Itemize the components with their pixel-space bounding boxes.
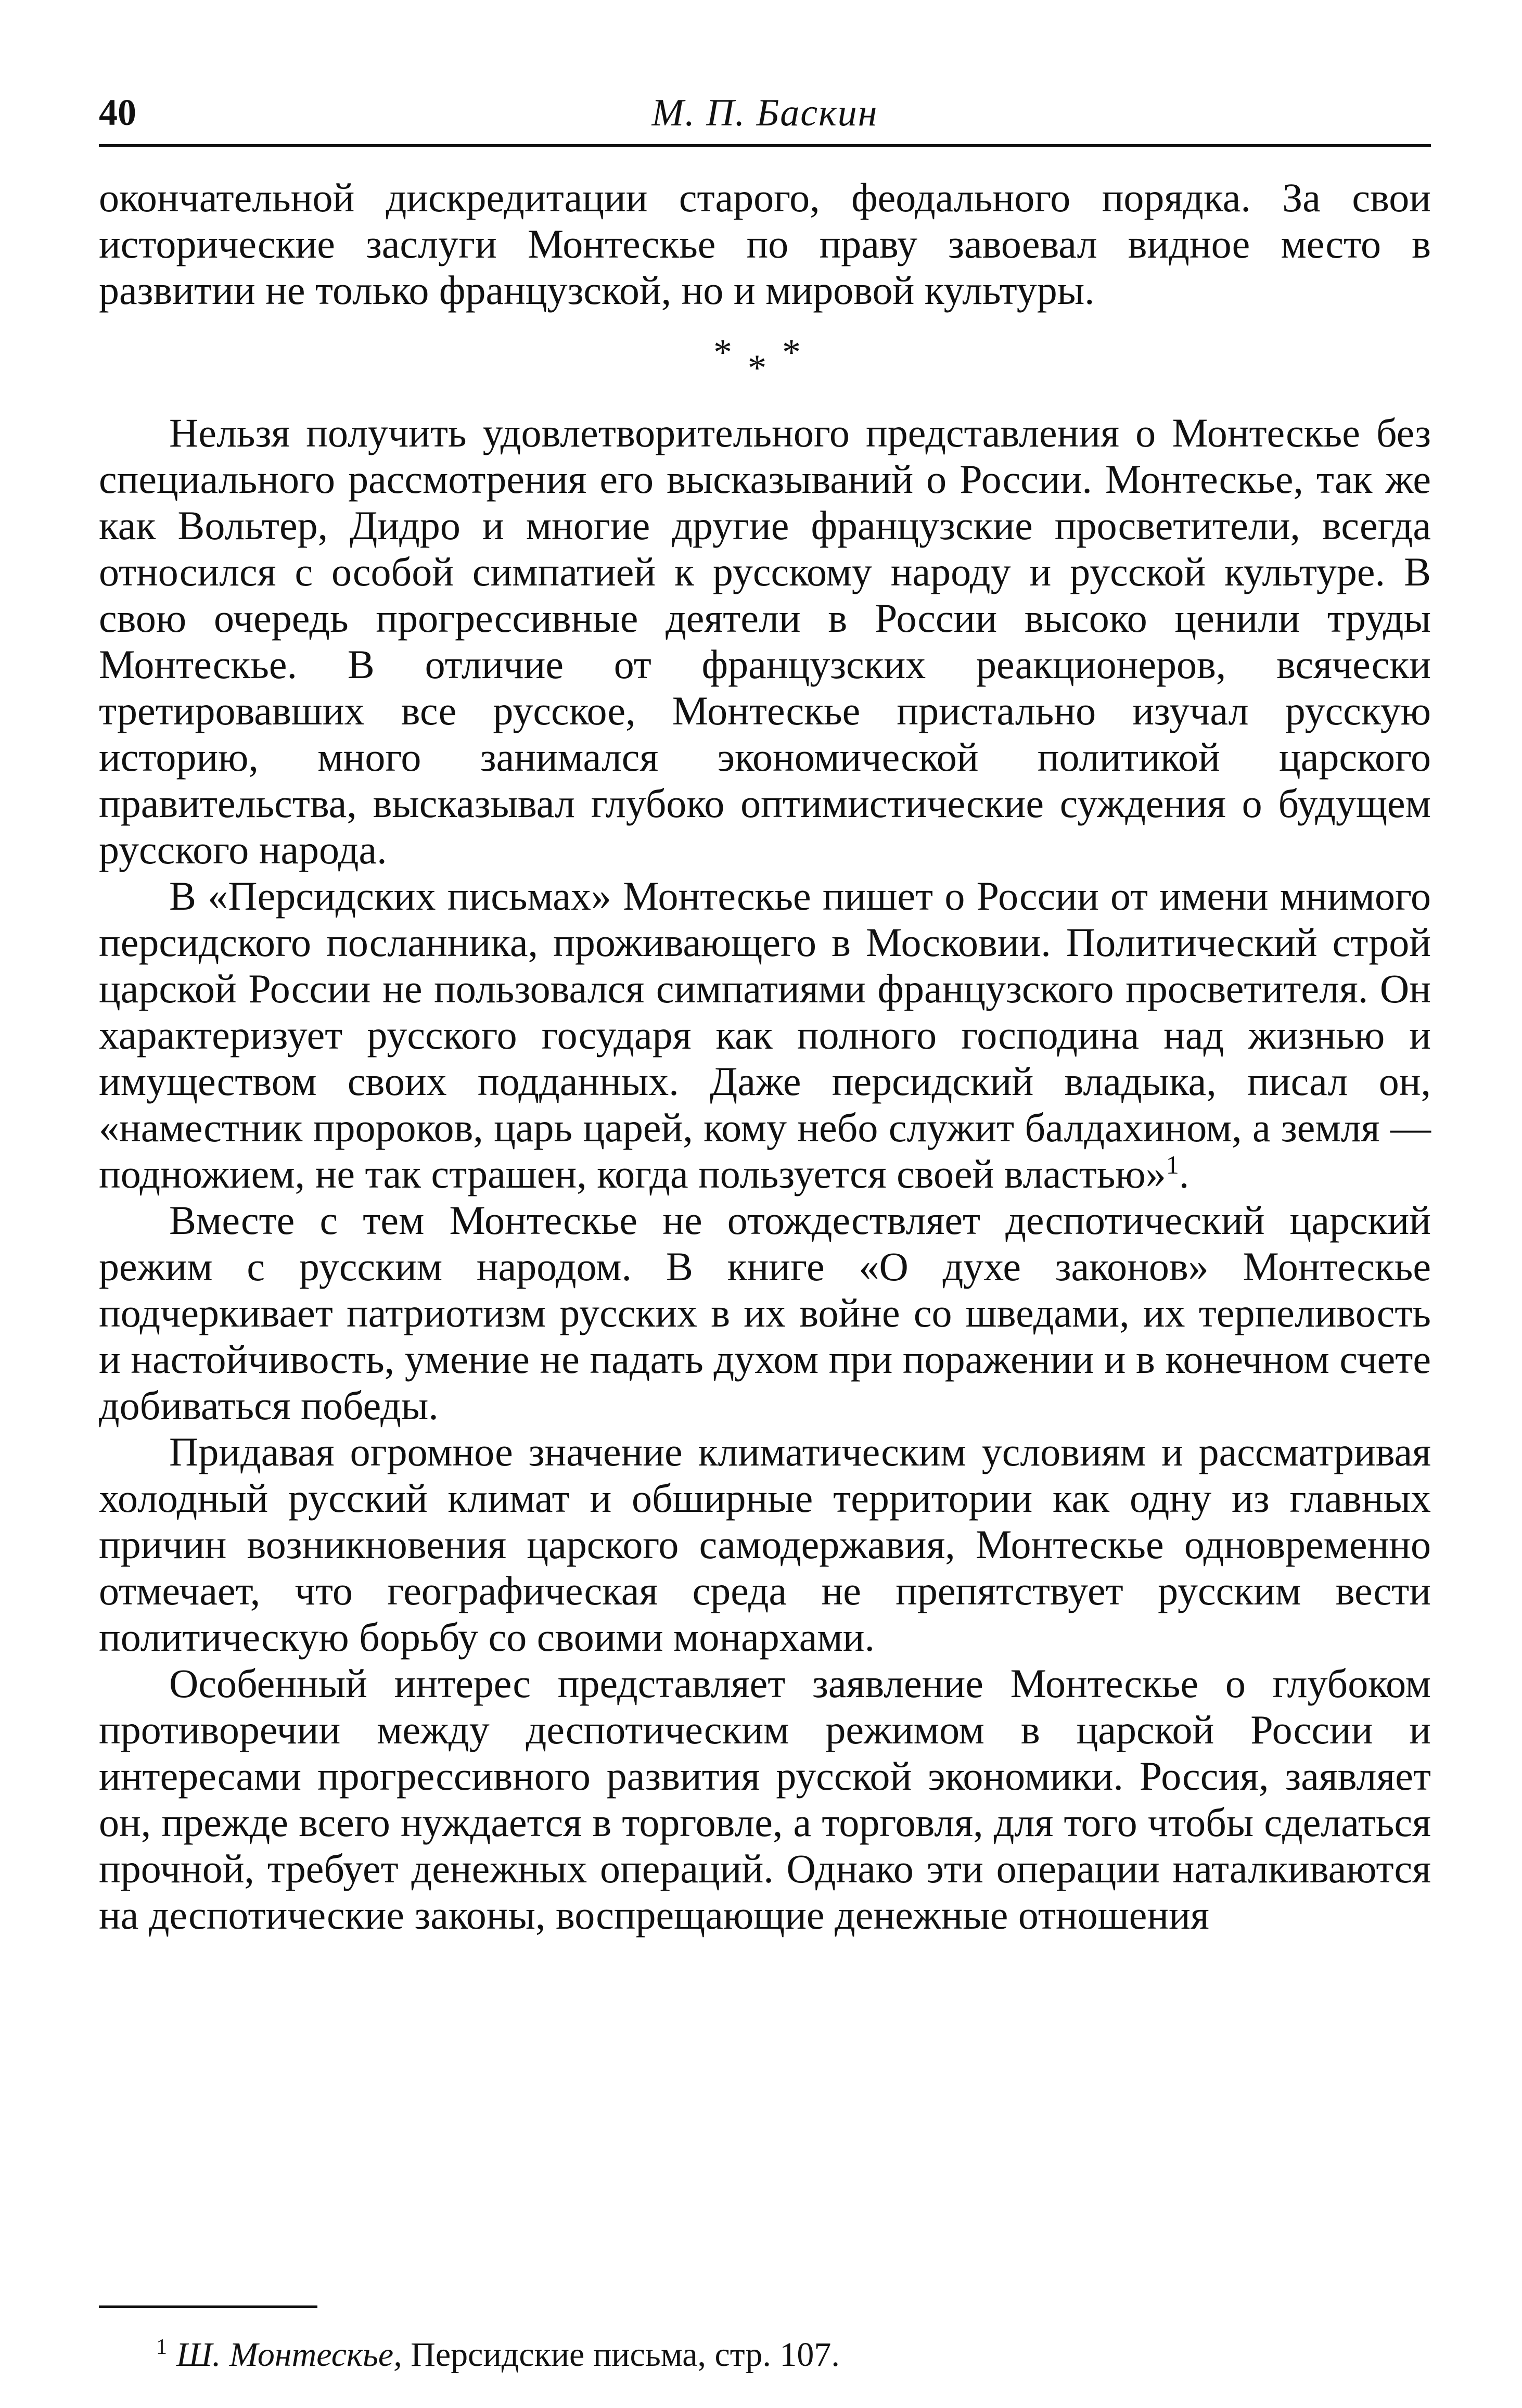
body-text — [99, 174, 1431, 1938]
page-number: 40 — [99, 92, 136, 133]
paragraph-persian-letters — [99, 873, 1431, 1197]
paragraph-climate: Придавая огромное значение климатическим условиям и рассматривая холодный русский климат и обширные территории как одну из главных причин возникновения царского самодержавия, Монтескье одновременно отмечает, что географическая среда не препятствует русским вести политическую борьбу со своими монархами. — [99, 1429, 1431, 1660]
paragraph-persian-letters-end: . — [1179, 1151, 1190, 1196]
asterism-mid: * — [748, 347, 782, 389]
paragraph-russia-intro: Нельзя получить удовлетворительного представления о Монтескье без специального рассмотрения его высказываний о России. Монтескье, так же как Вольтер, Дидро и многие другие французские просветители, всегда относился с особой симпатией к русскому народу и русской культуре. В свою очередь прогрессивные деятели в России высоко ценили труды Монтескье. В отличие от французских реакционеров, всячески третировавших все русское, Монтескье пристально изучал русскую историю, много занимался экономической политикой царского правительства, высказывал глубоко оптимистические суждения о будущем русского народа. — [99, 410, 1431, 872]
footnote-reference: 1 — [1166, 1150, 1179, 1179]
footnote-text: Персидские письма, стр. 107. — [411, 2336, 840, 2374]
header-rule — [99, 144, 1431, 147]
section-asterism — [99, 324, 1431, 394]
footnote-author: Ш. Монтескье, — [176, 2336, 402, 2374]
asterism-left: * — [713, 332, 748, 373]
running-title: М. П. Баскин — [651, 92, 878, 134]
footnote-mark: 1 — [156, 2335, 167, 2359]
page-header — [99, 86, 1431, 143]
footnote-rule — [99, 2305, 317, 2308]
paragraph-continued: окончательной дискредитации старого, феодального порядка. За свои исторические заслуги Монтескье по праву завоевал видное место в развитии не только французской, но и мировой культуры. — [99, 175, 1431, 313]
book-page — [99, 86, 1431, 2374]
paragraph-spirit-of-laws: Вместе с тем Монтескье не отождествляет деспотический царский режим с русским народом. В книге «О духе законов» Монтескье подчеркивает патриотизм русских в их войне со шведами, их терпеливость и настойчивость, умение не падать духом при поражении и в конечном счете добиваться победы. — [99, 1197, 1431, 1428]
asterism-right: * — [782, 332, 816, 373]
paragraph-persian-letters-text: В «Персидских письмах» Монтескье пишет о России от имени мнимого персидского посланника, проживающего в Московии. Политический строй царской России не пользовался симпатиями французского просветителя. Он характеризует русского государя как полного господина над жизнью и имуществом своих подданных. Даже персидский владыка, писал он, «наместник пророков, царь царей, кому небо служит балдахином, а земля — подножием, не так страшен, когда пользуется своей властью» — [99, 873, 1431, 1196]
paragraph-economy: Особенный интерес представляет заявление Монтескье о глубоком противоречии между деспотическим режимом в царской России и интересами прогрессивного развития русской экономики. Россия, заявляет он, прежде всего нуждается в торговле, а торговля, для того чтобы сделаться прочной, требует денежных операций. Однако эти операции наталкиваются на деспотические законы, воспрещающие денежные отношения — [99, 1661, 1431, 1938]
footnote — [156, 2326, 840, 2376]
